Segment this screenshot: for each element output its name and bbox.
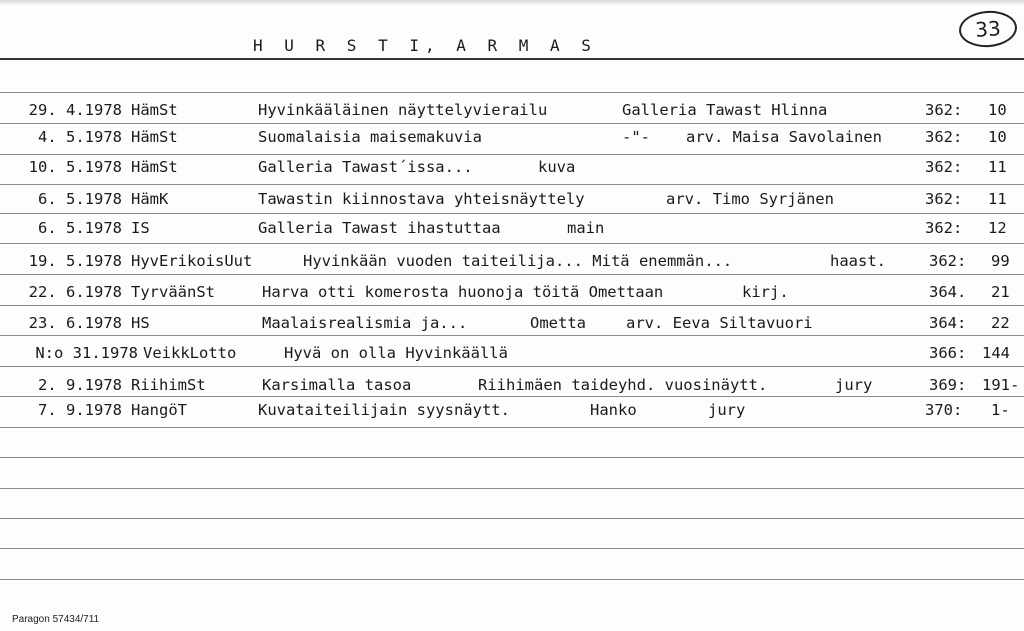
entry-row [0, 96, 1024, 124]
entry-note: Hanko [590, 401, 637, 419]
entry-source: TyrväänSt [131, 283, 215, 301]
entry-source: HS [131, 314, 150, 332]
entry-page: 99 [991, 252, 1010, 270]
entry-note: main [567, 219, 605, 237]
entry-title: Galleria Tawast´issa... [258, 158, 473, 176]
entry-ref: 362: [925, 128, 963, 146]
top-edge-shadow [0, 0, 1024, 6]
entry-page: 10 [988, 128, 1007, 146]
entry-row [0, 309, 1024, 337]
entry-page: 21 [991, 283, 1010, 301]
printer-imprint: Paragon 57434/711 [12, 614, 100, 625]
rule [0, 427, 1024, 428]
entry-date: 29. 4.1978 [28, 101, 122, 119]
entry-source: HangöT [131, 401, 187, 419]
entry-date: 6. 5.1978 [38, 190, 122, 208]
entry-page: 12 [988, 219, 1007, 237]
entry-date: N:o 31.1978 [35, 344, 138, 362]
entry-note: haast. [830, 252, 886, 270]
entry-row [0, 278, 1024, 306]
rule [0, 579, 1024, 580]
entry-ref: 362: [925, 190, 963, 208]
entry-date: 6. 5.1978 [38, 219, 122, 237]
entry-extra: jury [835, 376, 873, 394]
entry-date: 23. 6.1978 [28, 314, 122, 332]
entry-date: 19. 5.1978 [28, 252, 122, 270]
entry-row [0, 339, 1024, 367]
entry-page: 144 [982, 344, 1010, 362]
entry-row [0, 123, 1024, 151]
entry-row [0, 247, 1024, 275]
entry-title: Maalaisrealismia ja... [262, 314, 468, 332]
entry-note: Galleria Tawast Hlinna [622, 101, 828, 119]
entry-page: 1- [991, 401, 1010, 419]
rule [0, 92, 1024, 93]
entry-source: HämK [131, 190, 169, 208]
entry-ref: 362: [925, 219, 963, 237]
card-name-heading: H U R S T I, A R M A S [253, 36, 597, 55]
entry-ref: 370: [925, 401, 963, 419]
rule [0, 488, 1024, 489]
entry-title: Suomalaisia maisemakuvia [258, 128, 482, 146]
entry-source: HämSt [131, 158, 178, 176]
entry-note: kuva [538, 158, 576, 176]
entry-source: HyvErikoisUut [131, 252, 253, 270]
entry-title: Kuvataiteilijain syysnäytt. [258, 401, 510, 419]
rule [0, 457, 1024, 458]
entry-page: 22 [991, 314, 1010, 332]
entry-ref: 362: [925, 158, 963, 176]
entry-date: 7. 9.1978 [38, 401, 122, 419]
entry-note: kirj. [742, 283, 789, 301]
entry-ref: 364: [929, 314, 967, 332]
entry-title: Galleria Tawast ihastuttaa [258, 219, 501, 237]
rule [0, 518, 1024, 519]
entry-date: 10. 5.1978 [28, 158, 122, 176]
entry-source: IS [131, 219, 150, 237]
entry-source: HämSt [131, 128, 178, 146]
entry-extra: jury [708, 401, 746, 419]
entry-note: arv. Timo Syrjänen [666, 190, 834, 208]
entry-note: -"- [622, 128, 650, 146]
entry-title: Tawastin kiinnostava yhteisnäyttely [258, 190, 585, 208]
entry-extra: arv. Maisa Savolainen [686, 128, 882, 146]
entry-date: 2. 9.1978 [38, 376, 122, 394]
entry-source: HämSt [131, 101, 178, 119]
entry-date: 22. 6.1978 [28, 283, 122, 301]
entry-date: 4. 5.1978 [38, 128, 122, 146]
card-number-circled: 33 [958, 9, 1018, 49]
entry-title: Hyvinkääläinen näyttelyvierailu [258, 101, 548, 119]
entry-ref: 362: [929, 252, 967, 270]
entry-extra: arv. Eeva Siltavuori [626, 314, 813, 332]
header-rule [0, 58, 1024, 60]
entry-row [0, 185, 1024, 213]
entry-title: Harva otti komerosta huonoja töitä Omettaan [262, 283, 664, 301]
entry-note: Ometta [530, 314, 586, 332]
entry-note: Riihimäen taideyhd. vuosinäytt. [478, 376, 768, 394]
entry-title: Karsimalla tasoa [262, 376, 412, 394]
entry-page: 11 [988, 158, 1007, 176]
entry-page: 191- [982, 376, 1020, 394]
entry-ref: 369: [929, 376, 967, 394]
entry-source: RiihimSt [131, 376, 206, 394]
entry-title: Hyvinkään vuoden taiteilija... Mitä enemmän... [303, 252, 733, 270]
entry-source: VeikkLotto [143, 344, 237, 362]
entry-row [0, 396, 1024, 424]
entry-ref: 362: [925, 101, 963, 119]
rule [0, 243, 1024, 244]
entry-ref: 364. [929, 283, 967, 301]
entry-row [0, 214, 1024, 242]
entry-page: 10 [988, 101, 1007, 119]
entry-row [0, 153, 1024, 181]
entry-page: 11 [988, 190, 1007, 208]
entry-ref: 366: [929, 344, 967, 362]
entry-row [0, 371, 1024, 399]
entry-title: Hyvä on olla Hyvinkäällä [284, 344, 508, 362]
rule [0, 548, 1024, 549]
